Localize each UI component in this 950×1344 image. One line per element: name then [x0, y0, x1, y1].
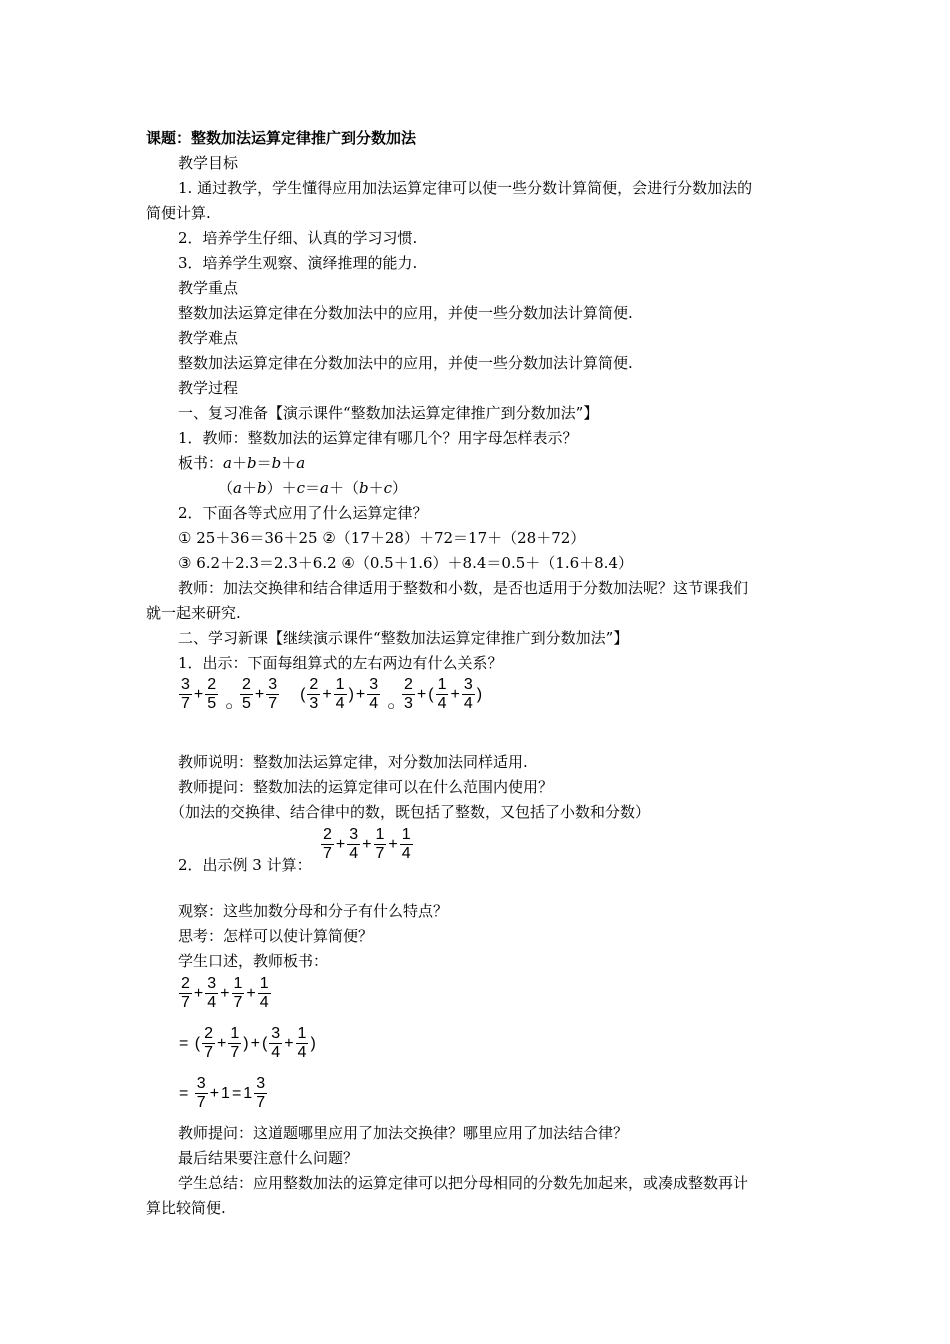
example-3-label: 2．出示例 3 计算： [178, 856, 312, 874]
fraction: $\frac{1}{4}$ [437, 676, 447, 712]
board-formula-2: （a＋b）＋c＝a＋（b＋c） [218, 479, 408, 497]
key-heading: 教学重点 [178, 279, 239, 297]
section-1-item-2: 2．下面各等式应用了什么运算定律？ [178, 504, 428, 522]
solution-step-2: = ( $\frac{2}{7}$ + $\frac{1}{7}$ ) + ( $\frac{3}{4}$ + $\frac{1}{4}$ ) [179, 1025, 316, 1061]
section-1-item-1: 1．教师：整数加法的运算定律有哪几个？用字母怎样表示？ [178, 429, 578, 447]
fraction-comparison-row: $\frac{3}{7}$ + $\frac{2}{5}$ ○ $\frac{2}{5}$ + $\frac{3}{7}$ ( $\frac{2}{3}$ + $\frac{1}{4}$ ) + $\frac{3}{4}$ ○ $\frac{2}{3}$ + ( $\frac{1}{4}$ + $\frac{3}{4}$ ) [181, 676, 483, 713]
example-3-expression: $\frac{2}{7}$ + $\frac{3}{4}$ + $\frac{1}{7}$ + $\frac{1}{4}$ [323, 826, 411, 862]
difficulty-text: 整数加法运算定律在分数加法中的应用，并使一些分数加法计算简便. [178, 354, 633, 372]
fraction: $\frac{3}{4}$ [271, 1025, 281, 1061]
student-summary: 学生总结：应用整数加法的运算定律可以把分母相同的分数先加起来，或凑成整数再计 [178, 1174, 749, 1192]
final-question: 最后结果要注意什么问题？ [178, 1149, 359, 1167]
mixed-whole: 1 [243, 1084, 253, 1102]
equation-row-2: ③ 6.2＋2.3＝2.3＋6.2 ④（0.5＋1.6）＋8.4＝0.5＋（1.6＋8.4） [178, 554, 633, 572]
goal-3: 3．培养学生观察、演绎推理的能力. [178, 254, 418, 272]
goals-heading: 教学目标 [178, 154, 239, 172]
note-text: （加法的交换律、结合律中的数，既包括了整数，又包括了小数和分数） [170, 803, 651, 821]
teacher-question-cont: 就一起来研究. [146, 604, 241, 622]
fraction: $\frac{2}{3}$ [404, 676, 413, 712]
equation-row-1: ① 25＋36＝36＋25 ②（17＋28）＋72＝17＋（28＋72） [178, 529, 586, 547]
fraction: $\frac{2}{7}$ [323, 826, 332, 862]
fraction: $\frac{3}{7}$ [181, 676, 190, 712]
page-title: 课题：整数加法运算定律推广到分数加法 [146, 129, 417, 147]
fraction: $\frac{2}{3}$ [309, 676, 319, 712]
teacher-ask-2: 教师提问：这道题哪里应用了加法交换律？哪里应用了加法结合律？ [178, 1124, 629, 1142]
fraction: $\frac{1}{4}$ [335, 676, 345, 712]
section-2-heading: 二、学习新课【继续演示课件“整数加法运算定律推广到分数加法”】 [178, 629, 629, 647]
compare-circle: ○ [387, 698, 395, 713]
section-1-heading: 一、复习准备【演示课件“整数加法运算定律推广到分数加法”】 [178, 404, 599, 422]
fraction: $\frac{3}{4}$ [349, 826, 359, 862]
fraction: $\frac{1}{4}$ [297, 1025, 307, 1061]
fraction: $\frac{1}{7}$ [230, 1025, 240, 1061]
goal-1-cont: 简便计算. [146, 204, 211, 222]
fraction: $\frac{3}{4}$ [369, 676, 379, 712]
difficulty-heading: 教学难点 [178, 329, 239, 347]
fraction: $\frac{3}{7}$ [268, 676, 278, 712]
solution-step-1: $\frac{2}{7}$ + $\frac{3}{4}$ + $\frac{1}{7}$ + $\frac{1}{4}$ [181, 975, 269, 1011]
board-formula-1: 板书：a＋b＝b＋a [178, 454, 306, 472]
oral-text: 学生口述，教师板书： [178, 952, 329, 970]
fraction: $\frac{1}{7}$ [233, 975, 243, 1011]
fraction: $\frac{1}{4}$ [401, 826, 411, 862]
observe-text: 观察：这些加数分母和分子有什么特点？ [178, 902, 449, 920]
fraction: $\frac{3}{7}$ [256, 1075, 266, 1111]
process-heading: 教学过程 [178, 379, 239, 397]
goal-1: 1. 通过教学，学生懂得应用加法运算定律可以使一些分数计算简便，会进行分数加法的 [178, 179, 753, 197]
fraction: $\frac{3}{7}$ [196, 1075, 206, 1111]
student-summary-cont: 算比较简便. [146, 1199, 226, 1217]
teacher-explain: 教师说明：整数加法运算定律，对分数加法同样适用. [178, 753, 528, 771]
solution-step-3: = $\frac{3}{7}$ + 1 = 1 $\frac{3}{7}$ [179, 1075, 266, 1111]
fraction: $\frac{2}{5}$ [242, 676, 251, 712]
fraction: $\frac{3}{4}$ [463, 676, 473, 712]
section-2-item-1: 1．出示：下面每组算式的左右两边有什么关系？ [178, 654, 503, 672]
fraction: $\frac{3}{4}$ [207, 975, 217, 1011]
goal-2: 2．培养学生仔细、认真的学习习惯. [178, 229, 418, 247]
key-text: 整数加法运算定律在分数加法中的应用，并使一些分数加法计算简便. [178, 304, 633, 322]
fraction: $\frac{1}{7}$ [375, 826, 385, 862]
think-text: 思考：怎样可以使计算简便？ [178, 927, 374, 945]
fraction: $\frac{1}{4}$ [259, 975, 269, 1011]
fraction: $\frac{2}{7}$ [181, 975, 190, 1011]
fraction: $\frac{2}{7}$ [204, 1025, 214, 1061]
fraction: $\frac{2}{5}$ [207, 676, 217, 712]
teacher-ask-1: 教师提问：整数加法的运算定律可以在什么范围内使用？ [178, 778, 554, 796]
board-label: 板书： [178, 454, 224, 472]
teacher-question: 教师：加法交换律和结合律适用于整数和小数，是否也适用于分数加法呢？这节课我们 [178, 579, 749, 597]
compare-circle: ○ [225, 698, 234, 713]
